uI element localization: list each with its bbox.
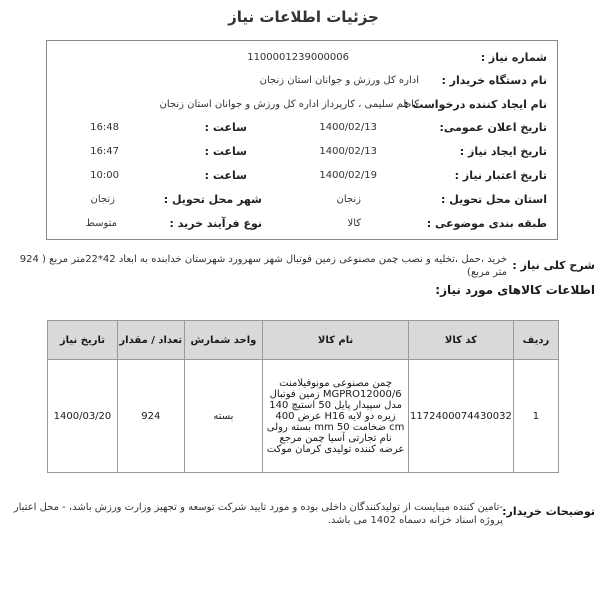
process-value: متوسط <box>85 218 117 229</box>
row-name: چمن مصنوعی مونوفیلامنت MGPRO12000/6 زمین فوتبال مدل سپیدار پایل 50 استیچ 140 زیره دو لایه H16 عرض 400 cm ضخامت 50 mm بسته رولی نام تجارتی آسیا چمن مرجع عرضه کننده تولیدی کرمان موکت <box>263 360 409 473</box>
buyer-label: نام دستگاه خریدار : <box>441 74 547 87</box>
row-qty: 924 <box>117 360 184 473</box>
description-label: شرح کلی نیاز : <box>512 259 595 272</box>
province-value: زنجان <box>336 194 361 205</box>
create-time-label: ساعت : <box>204 145 247 158</box>
process-label: نوع فرآیند خرید : <box>169 217 262 230</box>
creator-label: نام ایجاد کننده درخواست : <box>404 98 547 111</box>
announce-date-label: تاریخ اعلان عمومی: <box>439 121 547 134</box>
create-time-value: 16:47 <box>90 146 119 157</box>
validity-date-value: 1400/02/19 <box>319 170 377 181</box>
header-code: کد کالا <box>408 321 513 360</box>
buyer-notes-text: -تامین کننده میبایست از تولیدکنندگان داخلی بوده و مورد تایید شرکت توسعه و تجهیز وزارت ورزش باشد، - محل اعتبار پروژه اسناد خزانه دسماه 1402 می باشد. <box>13 502 503 526</box>
row-code: 1172400074430032 <box>408 360 513 473</box>
need-info-box <box>46 40 558 240</box>
row-date: 1400/03/20 <box>48 360 118 473</box>
announce-date-value: 1400/02/13 <box>319 122 377 133</box>
header-date: تاریخ نیاز <box>48 321 118 360</box>
header-unit: واحد شمارش <box>184 321 263 360</box>
announce-time-value: 16:48 <box>90 122 119 133</box>
city-value: زنجان <box>90 194 115 205</box>
province-label: استان محل تحویل : <box>441 193 547 206</box>
validity-time-label: ساعت : <box>204 169 247 182</box>
validity-time-value: 10:00 <box>90 170 119 181</box>
page-title: جزئیات اطلاعات نیاز <box>228 8 379 26</box>
row-index: 1 <box>513 360 558 473</box>
buyer-notes-label: توضیحات خریدار: <box>502 505 595 518</box>
need-number-label: شماره نیاز : <box>480 51 547 64</box>
buyer-value: اداره کل ورزش و جوانان استان زنجان <box>259 75 419 86</box>
header-qty: تعداد / مقدار <box>117 321 184 360</box>
goods-section-title: اطلاعات کالاهای مورد نیاز: <box>435 283 595 297</box>
validity-date-label: تاریخ اعتبار نیاز : <box>454 169 547 182</box>
goods-table-header <box>48 321 559 360</box>
header-name: نام کالا <box>263 321 409 360</box>
row-unit: بسته <box>184 360 263 473</box>
city-label: شهر محل تحویل : <box>163 193 262 206</box>
creator-value: کاظم سلیمی ، کارپرداز اداره کل ورزش و جوانان استان زنجان <box>159 99 419 110</box>
category-value: کالا <box>347 218 361 229</box>
table-row <box>48 360 559 473</box>
description-text: خرید ،حمل ،تخلیه و نصب چمن مصنوعی زمین فوتبال شهر سهرورد شهرستان خدابنده به ابعاد 42*22متر مربع ( 924 متر مربع) <box>19 254 507 278</box>
category-label: طبقه بندی موضوعی : <box>426 217 547 230</box>
need-number-value: 1100001239000006 <box>247 52 349 63</box>
announce-time-label: ساعت : <box>204 121 247 134</box>
goods-table <box>47 320 559 473</box>
create-date-value: 1400/02/13 <box>319 146 377 157</box>
create-date-label: تاریخ ایجاد نیاز : <box>459 145 547 158</box>
header-index: ردیف <box>513 321 558 360</box>
